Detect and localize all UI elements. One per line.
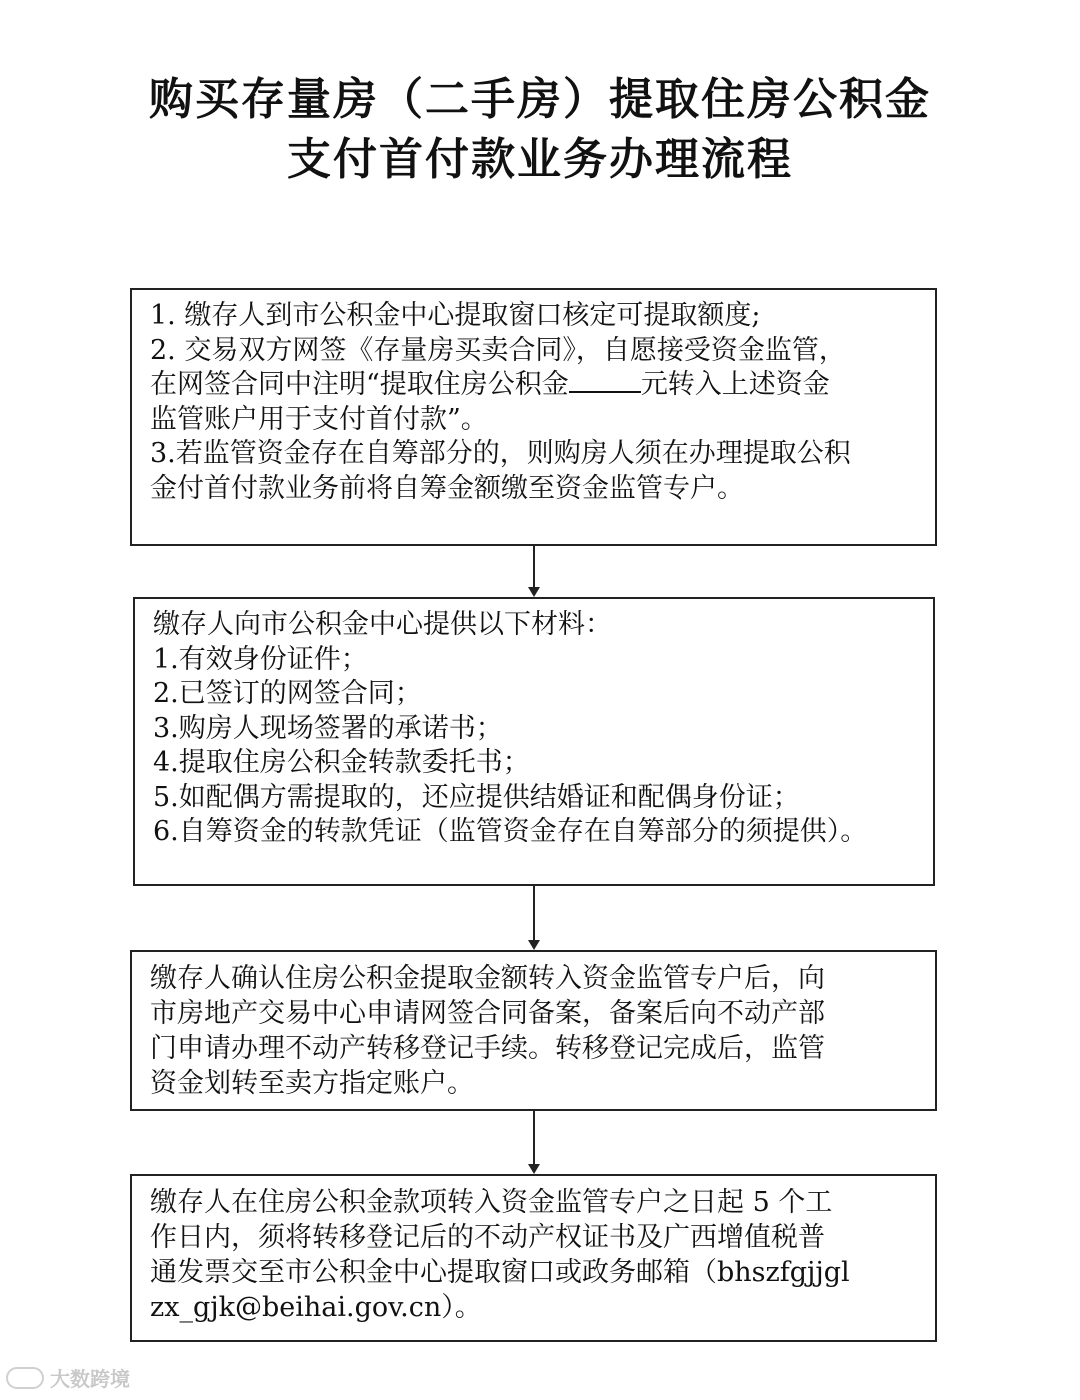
step-1-box [130, 288, 937, 546]
step-2-line: 4.提取住房公积金转款委托书； [153, 747, 530, 778]
step-2-line: 2.已签订的网签合同； [153, 678, 422, 709]
step-4-box [130, 1174, 937, 1342]
step-1-text: 在网签合同中注明“提取住房公积金 [150, 369, 569, 400]
title-line-2: 支付首付款业务办理流程 [287, 134, 793, 185]
step-3-line: 资金划转至卖方指定账户。 [150, 1068, 474, 1099]
flow-arrow-3 [533, 1111, 535, 1172]
step-3-box [130, 950, 937, 1111]
step-4-line: zx_gjk@beihai.gov.cn）。 [150, 1292, 482, 1323]
step-1-line: 金付首付款业务前将自筹金额缴至资金监管专户。 [150, 472, 744, 504]
step-1-text: 元转入上述资金 [640, 369, 830, 400]
step-1-line: 2. 交易双方网签《存量房买卖合同》，自愿接受资金监管， [150, 334, 846, 366]
step-4-line: 通发票交至市公积金中心提取窗口或政务邮箱（bhszfgjjgl [150, 1257, 850, 1288]
page-title [0, 70, 1080, 190]
watermark [6, 1363, 130, 1392]
step-1-line: 1. 缴存人到市公积金中心提取窗口核定可提取额度; [150, 300, 761, 331]
watermark-logo-icon [6, 1367, 44, 1389]
watermark-text: 大数跨境 [50, 1367, 130, 1391]
step-1-line: 监管账户用于支付首付款”。 [150, 403, 488, 435]
step-1-line [150, 368, 917, 403]
step-3-line: 门申请办理不动产转移登记手续。转移登记完成后，监管 [150, 1033, 825, 1064]
step-2-line: 缴存人向市公积金中心提供以下材料： [153, 609, 612, 640]
step-3-line: 市房地产交易中心申请网签合同备案，备案后向不动产部 [150, 998, 825, 1029]
step-2-box [133, 597, 935, 886]
step-2-line: 6.自筹资金的转款凭证（监管资金存在自筹部分的须提供）。 [153, 816, 868, 847]
step-4-line: 作日内，须将转移登记后的不动产权证书及广西增值税普 [150, 1222, 825, 1253]
amount-blank [569, 369, 641, 393]
step-1-line: 3.若监管资金存在自筹部分的，则购房人须在办理提取公积 [150, 438, 851, 469]
step-2-line: 5.如配偶方需提取的，还应提供结婚证和配偶身份证； [153, 781, 800, 813]
step-2-line: 3.购房人现场签署的承诺书； [153, 712, 503, 744]
step-2-line: 1.有效身份证件； [153, 643, 368, 675]
flow-arrow-2 [533, 886, 535, 948]
title-line-1: 购买存量房（二手房）提取住房公积金 [149, 74, 931, 125]
step-3-line: 缴存人确认住房公积金提取金额转入资金监管专户后，向 [150, 963, 825, 994]
flow-arrow-1 [533, 546, 535, 595]
step-4-line: 缴存人在住房公积金款项转入资金监管专户之日起 5 个工 [150, 1187, 833, 1218]
